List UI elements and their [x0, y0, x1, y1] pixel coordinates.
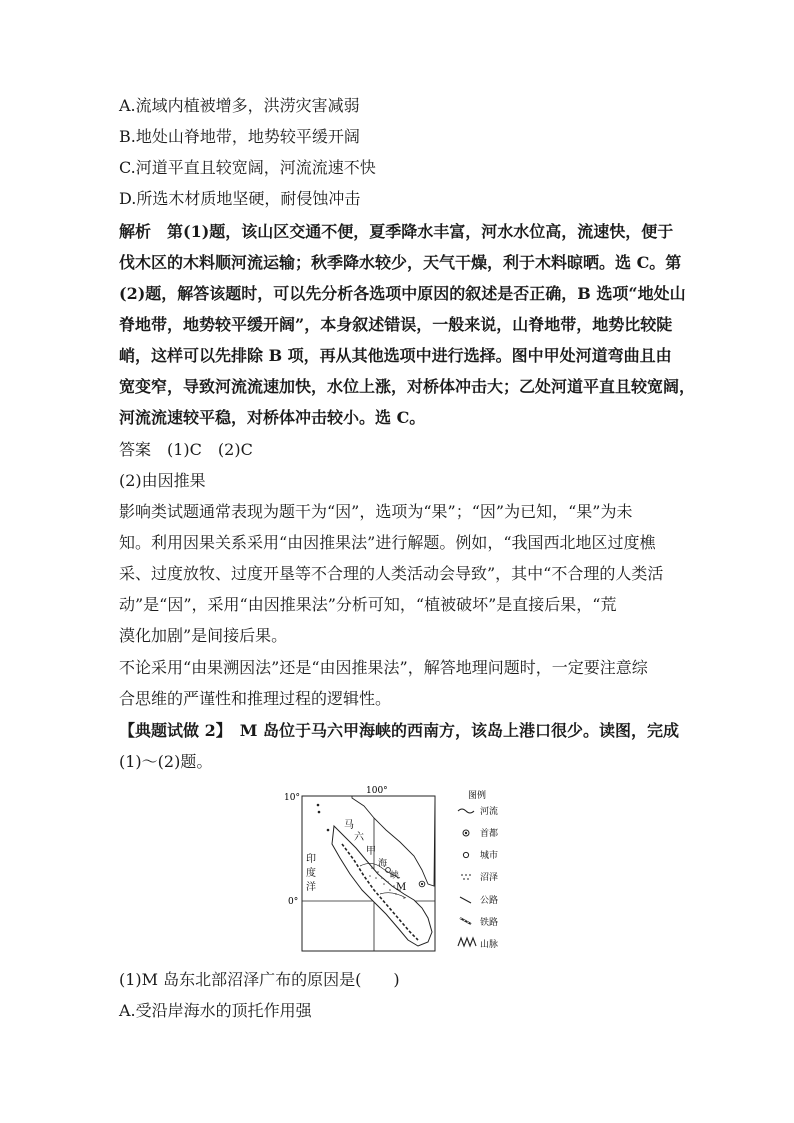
lat-10-label: 10° [284, 793, 300, 803]
legend-road-label: 公路 [480, 896, 499, 906]
ocean-label-1: 印 [306, 854, 316, 865]
lon-100-label: 100° [366, 786, 388, 796]
question-1-line: (1)M 岛东北部沼泽广布的原因是( ) [119, 970, 400, 989]
question-1-option-a: A.受沿岸海水的顶托作用强 [119, 1001, 312, 1020]
ocean-label-2: 度 [306, 868, 316, 879]
body-line-6: 不论采用“由果溯因法”还是“由因推果法”，解答地理问题时，一定要注意综 [119, 658, 648, 677]
analysis-line-6: 宽变窄，导致河流流速加快，水位上涨，对桥体冲击大；乙处河道平直且较宽阔， [119, 377, 696, 396]
legend-city-label: 城市 [480, 851, 499, 861]
capital-marker-dot [421, 883, 423, 885]
body-line-5: 漠化加剧”是间接后果。 [119, 626, 288, 645]
analysis-line-1: 解析 第(1)题，该山区交通不便，夏季降水丰富，河水水位高，流速快，便于 [119, 222, 674, 241]
lat-0-label: 0° [288, 897, 299, 907]
example-title-line: 【典题试做 2】 M 岛位于马六甲海峡的西南方，该岛上港口很少。读图，完成 [119, 721, 679, 740]
island-map [282, 786, 512, 954]
legend-road-icon [460, 897, 471, 903]
body-line-2: 知。利用因果关系采用“由因推果法”进行解题。例如，“我国西北地区过度樵 [119, 533, 656, 552]
legend-swamp-label: 沼泽 [480, 873, 499, 883]
legend-city-icon [463, 852, 468, 857]
strait-label-5: 峡 [390, 871, 400, 881]
section-heading: (2)由因推果 [119, 471, 206, 490]
legend-river-label: 河流 [480, 807, 499, 817]
body-line-3: 采、过度放牧、过度开垦等不合理的人类活动会导致”，其中“不合理的人类活 [119, 564, 664, 583]
body-line-7: 合思维的严谨性和推理过程的逻辑性。 [119, 689, 392, 708]
islet-marker [327, 829, 330, 832]
answer-line: 答案 (1)C (2)C [119, 440, 253, 459]
strait-label-4: 海 [378, 859, 388, 869]
islet-marker [318, 811, 321, 814]
strait-label-2: 六 [354, 832, 364, 843]
ocean-label-3: 洋 [306, 882, 316, 893]
legend-title: 图例 [468, 791, 487, 801]
legend-capital-label: 首都 [480, 829, 499, 839]
island-m-label: M [396, 882, 407, 893]
analysis-line-5: 峭，这样可以先排除 B 项，再从其他选项中进行选择。图中甲处河道弯曲且由 [119, 346, 672, 365]
analysis-line-2: 伐木区的木料顺河流运输；秋季降水较少，天气干燥，利于木料晾晒。选 C。第 [119, 253, 682, 272]
map-figure [282, 786, 512, 954]
legend-mountain-label: 山脉 [480, 940, 499, 950]
legend-river-icon [458, 809, 474, 813]
example-line-2: (1)～(2)题。 [119, 752, 213, 771]
body-line-1: 影响类试题通常表现为题干为“因”，选项为“果”；“因”为已知，“果”为未 [119, 502, 633, 521]
legend-capital-dot [465, 832, 467, 834]
option-c-line: C.河道平直且较宽阔，河流流速不快 [119, 158, 376, 177]
strait-label-3: 甲 [366, 846, 376, 857]
option-a-line: A.流域内植被增多，洪涝灾害减弱 [119, 96, 360, 115]
option-d-line: D.所选木材质地坚硬，耐侵蚀冲击 [119, 189, 361, 208]
analysis-line-4: 脊地带，地势较平缓开阔”，本身叙述错误，一般来说，山脊地带，地势比较陡 [119, 315, 673, 334]
strait-label-1: 马 [344, 820, 354, 831]
analysis-line-7: 河流流速较平稳，对桥体冲击较小。选 C。 [119, 408, 426, 427]
legend-swamp-icon [461, 874, 471, 880]
body-line-4: 动”是“因”，采用“由因推果法”分析可知，“植被破坏”是直接后果，“荒 [119, 595, 617, 614]
legend-railway-label: 铁路 [480, 918, 499, 928]
analysis-line-3: (2)题，解答该题时，可以先分析各选项中原因的叙述是否正确，B 选项“地处山 [119, 284, 686, 303]
islet-marker [317, 804, 320, 807]
option-b-line: B.地处山脊地带，地势较平缓开阔 [119, 127, 360, 146]
legend-mountain-icon [458, 938, 476, 946]
